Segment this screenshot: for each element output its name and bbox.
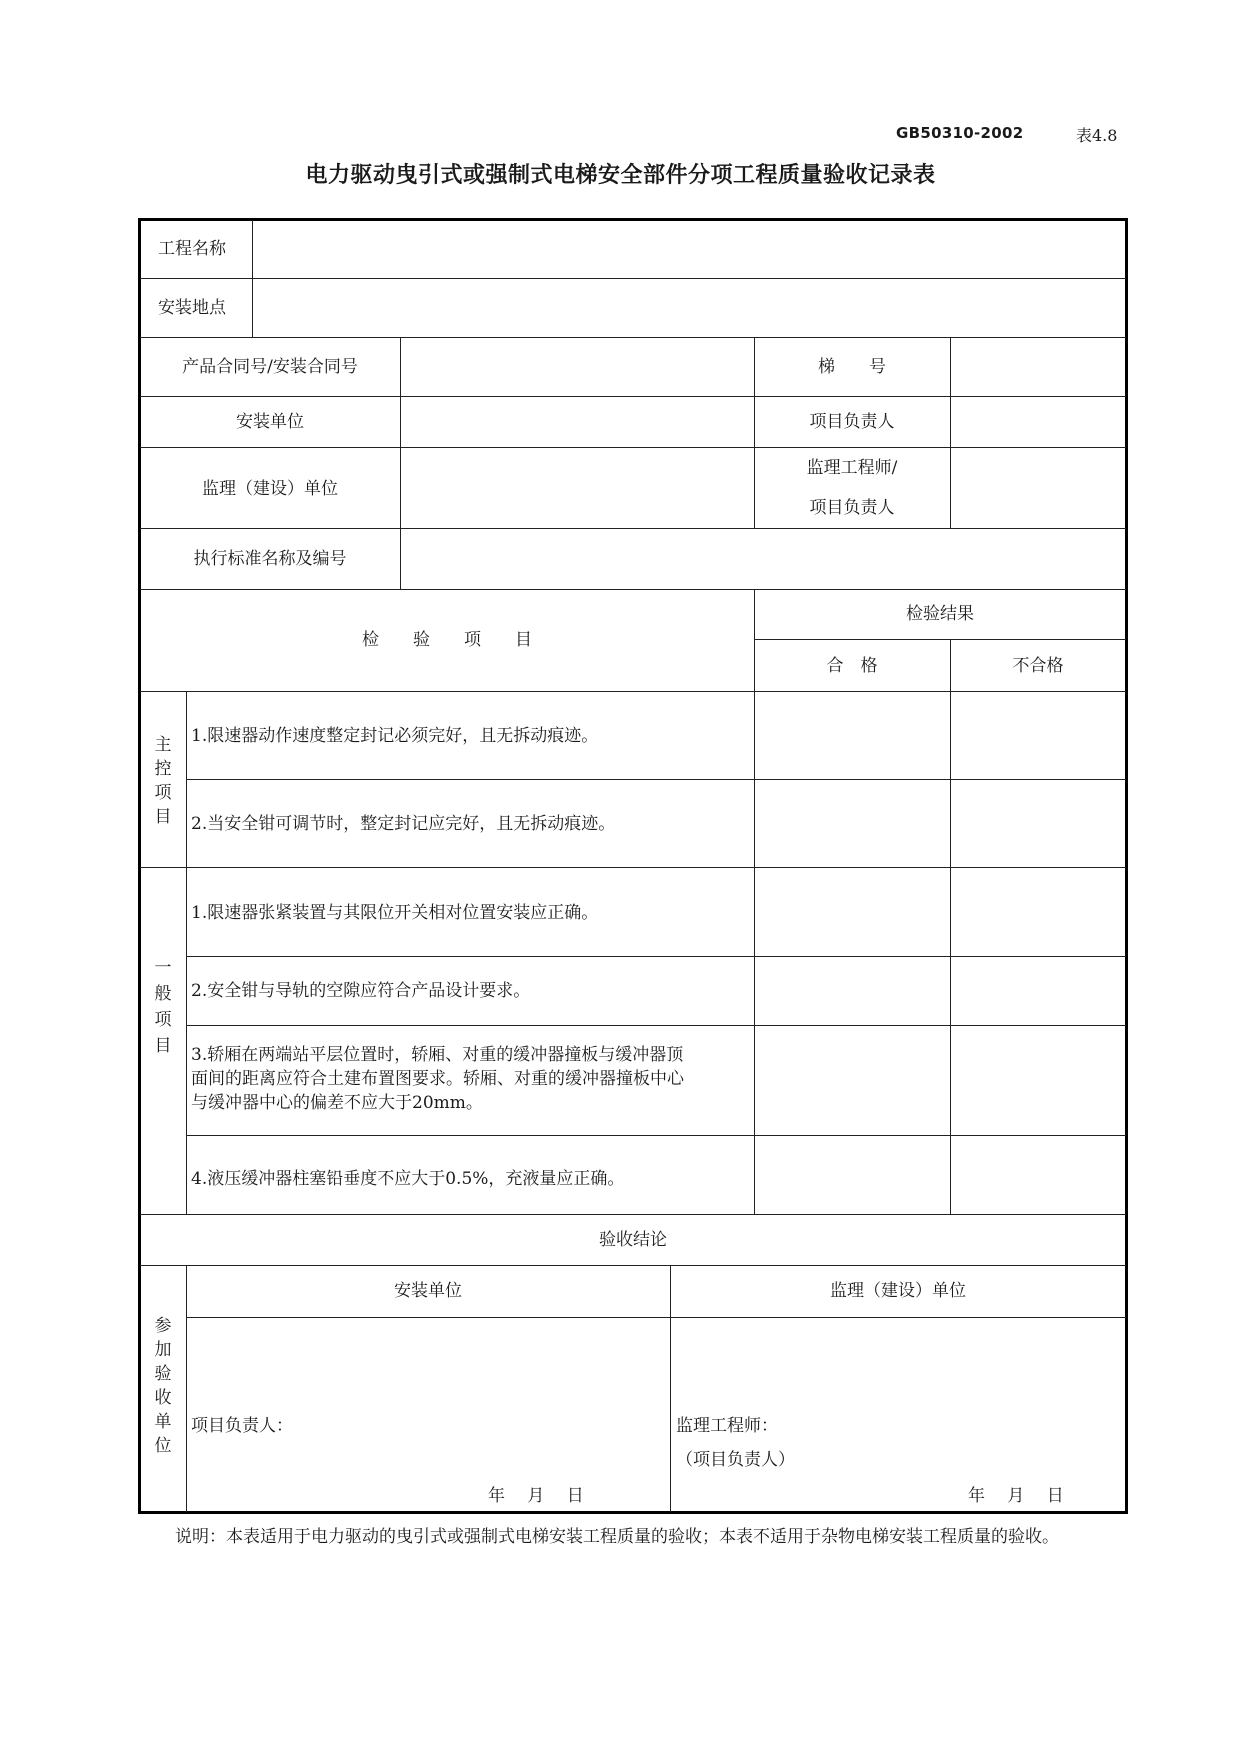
project-name-label: 工程名称 xyxy=(158,239,226,259)
supervision-unit-label: 监理（建设）单位 xyxy=(202,479,338,499)
main-item-2: 2.当安全钳可调节时，整定封记应完好，且无拆动痕迹。 xyxy=(191,814,616,834)
main-control-group-label: 主控项目 xyxy=(154,735,172,827)
inspection-items-header: 检 验 项 目 xyxy=(362,630,532,650)
standard-code: GB50310-2002 xyxy=(896,124,1024,142)
row-divider xyxy=(186,1317,1126,1318)
row-divider xyxy=(186,956,1126,957)
general-item-3: 3.轿厢在两端站平层位置时，轿厢、对重的缓冲器撞板与缓冲器顶 面间的距离应符合土建布置图要求。轿厢、对重的缓冲器撞板中心 与缓冲器中心的偏差不应大于20mm。 xyxy=(191,1045,684,1113)
main-item-1: 1.限速器动作速度整定封记必须完好，且无拆动痕迹。 xyxy=(191,726,599,746)
column-divider xyxy=(950,338,951,529)
row-divider xyxy=(140,396,1126,397)
supervision-date-label: 年 月 日 xyxy=(968,1486,1064,1506)
supervision-engineer-label: 监理工程师/ xyxy=(806,458,898,478)
install-site-label: 安装地点 xyxy=(158,298,226,318)
general-group-label: 一般项目 xyxy=(154,958,172,1056)
row-divider xyxy=(186,1025,1126,1026)
row-divider xyxy=(140,589,1126,590)
install-date-label: 年 月 日 xyxy=(488,1486,584,1506)
supervision-unit-column-header: 监理（建设）单位 xyxy=(830,1281,966,1301)
row-divider xyxy=(140,1265,1126,1266)
contract-number-label: 产品合同号/安装合同号 xyxy=(182,357,358,377)
inspection-result-header: 检验结果 xyxy=(906,604,974,624)
row-divider xyxy=(140,337,1126,338)
supervision-signer-sub-label: （项目负责人） xyxy=(676,1450,795,1470)
pass-column-header: 合 格 xyxy=(826,656,878,676)
column-divider xyxy=(754,590,755,1215)
participants-group-label: 参加验收单位 xyxy=(154,1316,172,1456)
project-manager-label: 项目负责人 xyxy=(809,412,895,432)
row-divider xyxy=(140,528,1126,529)
general-item-4: 4.液压缓冲器柱塞铅垂度不应大于0.5%，充液量应正确。 xyxy=(191,1169,625,1189)
row-divider xyxy=(140,1214,1126,1215)
form-title: 电力驱动曳引式或强制式电梯安全部件分项工程质量验收记录表 xyxy=(305,163,936,188)
row-divider xyxy=(754,639,1126,640)
row-divider xyxy=(140,447,1126,448)
standard-name-label: 执行标准名称及编号 xyxy=(193,549,347,569)
footer-note: 说明：本表适用于电力驱动的曳引式或强制式电梯安装工程质量的验收；本表不适用于杂物电梯安装工程质量的验收。 xyxy=(175,1527,1059,1547)
column-divider xyxy=(400,338,401,590)
elevator-number-label: 梯 号 xyxy=(818,357,886,377)
row-divider xyxy=(186,779,1126,780)
fail-column-header: 不合格 xyxy=(1012,656,1064,676)
row-divider xyxy=(140,867,1126,868)
general-item-2: 2.安全钳与导轨的空隙应符合产品设计要求。 xyxy=(191,981,531,1001)
row-divider xyxy=(140,278,1126,279)
acceptance-conclusion-label: 验收结论 xyxy=(599,1230,667,1250)
column-divider xyxy=(186,692,187,1215)
general-item-1: 1.限速器张紧装置与其限位开关相对位置安装应正确。 xyxy=(191,903,599,923)
supervision-signer-label: 监理工程师： xyxy=(676,1416,778,1436)
install-signer-label: 项目负责人： xyxy=(191,1416,293,1436)
install-unit-column-header: 安装单位 xyxy=(394,1281,462,1301)
table-number: 表4.8 xyxy=(1076,126,1118,145)
column-divider xyxy=(252,220,253,338)
column-divider xyxy=(950,640,951,1215)
install-unit-label: 安装单位 xyxy=(236,412,304,432)
row-divider xyxy=(140,691,1126,692)
supervision-manager-label: 项目负责人 xyxy=(809,498,895,518)
row-divider xyxy=(186,1135,1126,1136)
